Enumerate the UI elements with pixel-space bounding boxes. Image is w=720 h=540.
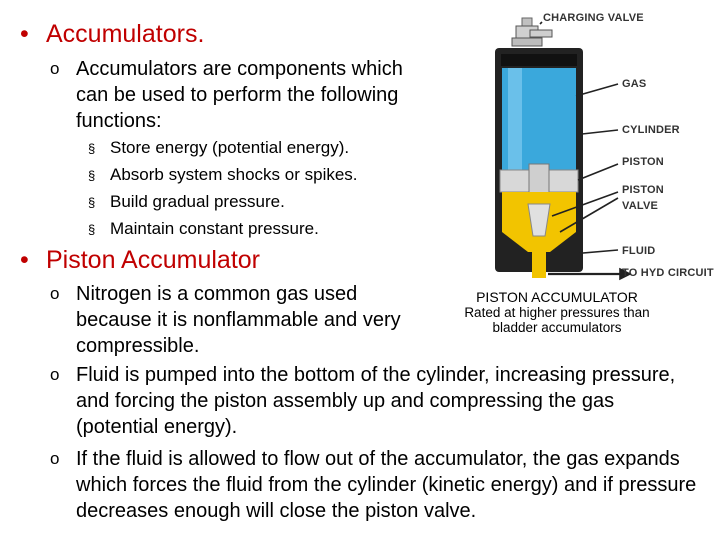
circle-bullet-icon: o bbox=[50, 449, 60, 468]
function-item: § Absorb system shocks or spikes. bbox=[88, 162, 358, 189]
bullet-icon: • bbox=[20, 20, 29, 48]
piston-accumulator-diagram bbox=[490, 4, 720, 286]
label-fluid: FLUID bbox=[622, 245, 656, 257]
intro-point bbox=[50, 56, 420, 134]
label-hyd-circuit: TO HYD CIRCUIT bbox=[622, 267, 714, 279]
square-bullet-icon: § bbox=[88, 141, 96, 156]
point-fluid-out: o If the fluid is allowed to flow out of the accumulator, the gas expands which forces the fluid from the cylinder (kinetic energy) and if pressure decreases enough will close the piston valve. bbox=[50, 448, 697, 522]
cylinder-cap bbox=[501, 54, 577, 66]
square-bullet-icon: § bbox=[88, 222, 96, 237]
diagram-caption bbox=[432, 289, 682, 335]
fluid-outlet bbox=[532, 252, 546, 278]
label-piston: PISTON bbox=[622, 156, 664, 168]
function-item: § Store energy (potential energy). bbox=[88, 135, 358, 162]
label-cylinder: CYLINDER bbox=[622, 124, 680, 136]
heading-piston-accumulator bbox=[20, 246, 260, 275]
heading-accumulators-text: Accumulators. bbox=[46, 20, 205, 48]
caption-line-1: Rated at higher pressures than bbox=[464, 305, 650, 320]
intro-text: Accumulators are components which can be used to perform the following functions: bbox=[76, 58, 403, 132]
point-fluid-pumped: o Fluid is pumped into the bottom of the cylinder, increasing pressure, and forcing the piston assembly up and compressing the gas (potential energy). bbox=[50, 364, 676, 438]
label-gas: GAS bbox=[622, 78, 647, 90]
label-piston-valve-line2: VALVE bbox=[622, 200, 659, 212]
circle-bullet-icon: o bbox=[50, 365, 60, 384]
heading-accumulators bbox=[20, 20, 204, 49]
label-charging-valve: CHARGING VALVE bbox=[543, 12, 644, 24]
caption-line-2: bladder accumulators bbox=[492, 320, 622, 335]
circle-bullet-icon: o bbox=[50, 284, 60, 303]
heading-piston-text: Piston Accumulator bbox=[46, 246, 260, 274]
function-item: § Maintain constant pressure. bbox=[88, 216, 358, 243]
function-list bbox=[88, 135, 358, 243]
caption-title: PISTON ACCUMULATOR bbox=[476, 289, 638, 305]
point-nitrogen: o Nitrogen is a common gas used because it is nonflammable and very compressible. bbox=[50, 283, 401, 357]
function-item: § Build gradual pressure. bbox=[88, 189, 358, 216]
bullet-icon: • bbox=[20, 246, 29, 274]
label-piston-valve-line1: PISTON bbox=[622, 184, 664, 196]
circle-bullet-icon: o bbox=[50, 59, 60, 78]
square-bullet-icon: § bbox=[88, 168, 96, 183]
square-bullet-icon: § bbox=[88, 195, 96, 210]
